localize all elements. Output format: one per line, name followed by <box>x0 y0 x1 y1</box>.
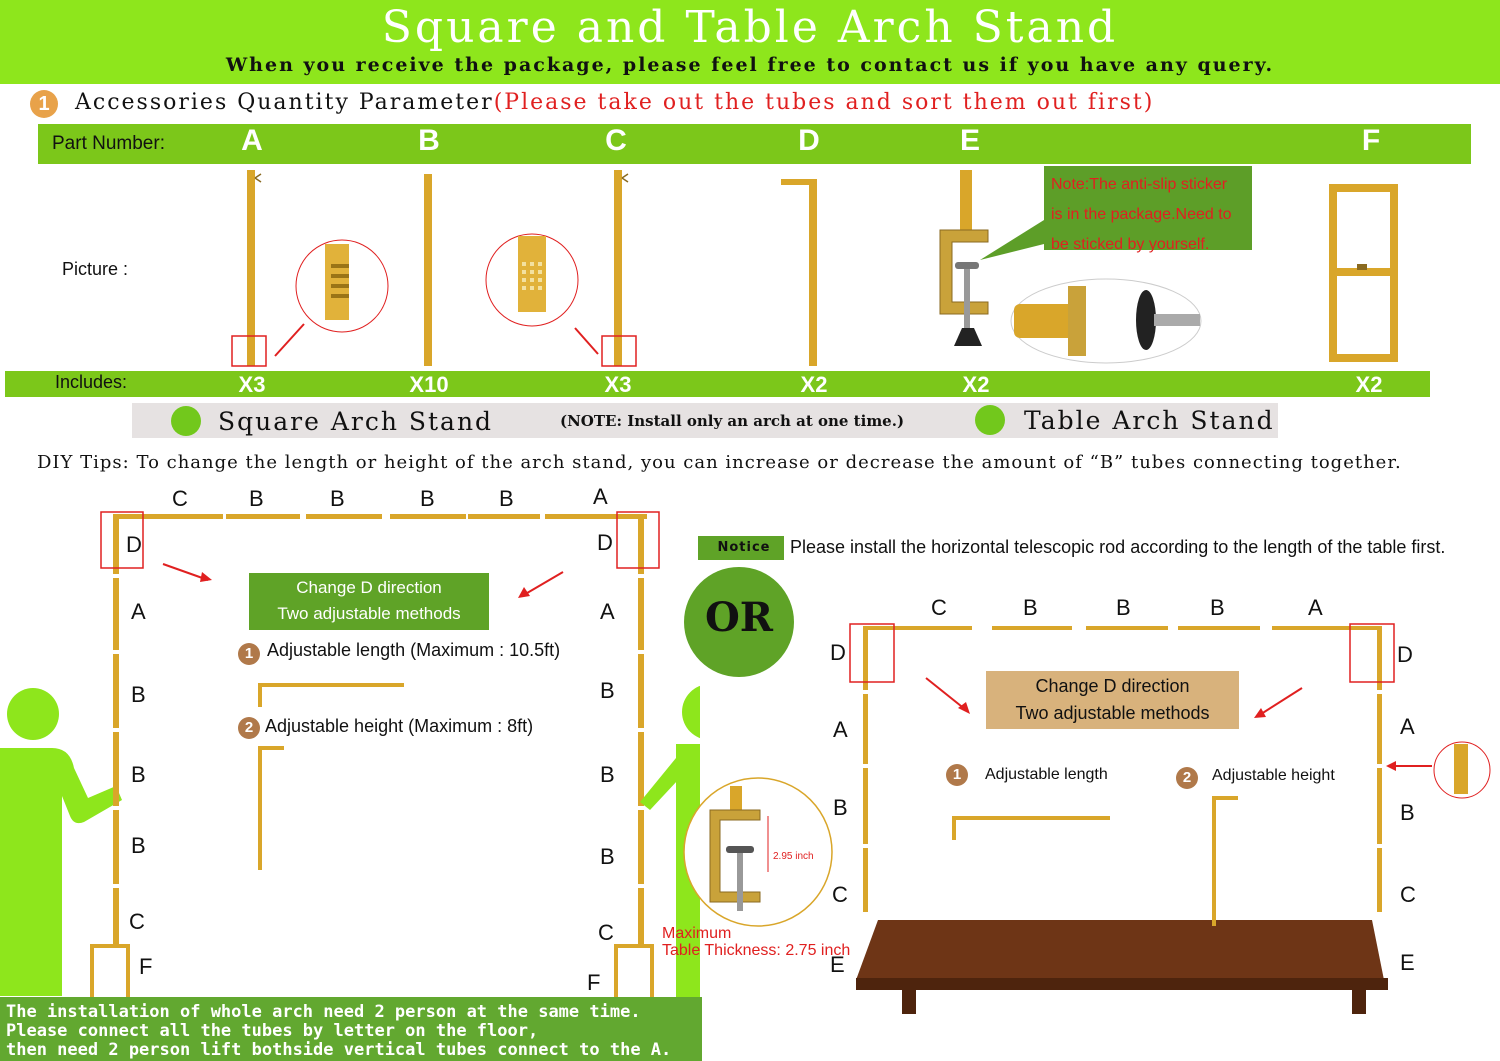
bottom-note <box>6 1003 671 1060</box>
tube-d-picture <box>781 179 817 366</box>
max-thickness-line: Table Thickness: 2.75 inch <box>662 942 851 959</box>
sq-right-label: A <box>600 599 615 624</box>
diy-tips: DIY Tips: To change the length or height of the arch stand, you can increase or decrease the amount of “B” tubes connecting together. <box>37 452 1402 473</box>
sticker-note-line: Note:The anti-slip sticker <box>1051 176 1228 193</box>
qty-b: X10 <box>409 372 449 397</box>
includes-label: Includes: <box>55 372 128 392</box>
tb-left-label: C <box>832 882 848 907</box>
tb-top-label: A <box>1308 595 1323 620</box>
notice-text: Please install the horizontal telescopic rod according to the length of the table first. <box>790 537 1446 557</box>
part-letter-a: A <box>241 124 263 157</box>
bottom-note-line: Please connect all the tubes by letter on the floor, <box>6 1021 539 1041</box>
part-letter-b: B <box>418 124 440 157</box>
sq-left-label: B <box>131 682 146 707</box>
sq-right-label: B <box>600 678 615 703</box>
tb-top-label: B <box>1210 595 1225 620</box>
part-number-label: Part Number: <box>52 133 165 154</box>
person-left-figure <box>0 688 122 996</box>
sq-top-label: B <box>420 486 435 511</box>
foot-f-picture <box>1329 184 1398 362</box>
qty-d: X2 <box>800 372 828 397</box>
wooden-table <box>856 920 1388 1014</box>
max-thickness-label <box>662 925 850 959</box>
sq-left-label: B <box>131 833 146 858</box>
header-banner <box>0 0 1500 84</box>
sq-method1-number: 1 <box>238 643 260 665</box>
max-thickness-line: Maximum <box>662 925 732 942</box>
qty-c: X3 <box>604 372 632 397</box>
sq-top-label: A <box>593 484 608 509</box>
clamp-inch-label: 2.95 inch <box>773 851 814 862</box>
tb-left-label: A <box>833 717 848 742</box>
tb-method2-number: 2 <box>1176 767 1198 789</box>
sq-method2-number: 2 <box>238 717 260 739</box>
tube-c-picture <box>486 170 636 366</box>
bottom-note-line: The installation of whole arch need 2 person at the same time. <box>6 1002 641 1022</box>
arch-install-note: (NOTE: Install only an arch at one time.) <box>560 412 905 430</box>
sticker-note-line: is in the package.Need to <box>1051 206 1232 223</box>
sq-left-label: C <box>129 909 145 934</box>
part-letter-f: F <box>1361 124 1381 157</box>
tb-right-label: A <box>1400 714 1415 739</box>
sq-top-label: B <box>330 486 345 511</box>
sq-change-direction-box <box>249 573 489 630</box>
sq-right-label: B <box>600 844 615 869</box>
part-letter-e: E <box>959 124 980 157</box>
qty-f: X2 <box>1355 372 1383 397</box>
table-arch-dot <box>975 405 1005 435</box>
sq-method2-label: Adjustable height (Maximum : 8ft) <box>265 716 534 736</box>
tb-right-label: C <box>1400 882 1416 907</box>
bottom-note-line: then need 2 person lift bothside vertical tubes connect to the A. <box>6 1040 672 1060</box>
sticker-note-line: be sticked by yourself. <box>1051 236 1210 253</box>
notice-badge-text: Notice <box>717 540 771 555</box>
sq-top-label: C <box>172 486 188 511</box>
sq-left-label: F <box>139 954 153 979</box>
tb-top-label: C <box>931 595 947 620</box>
tb-right-label: B <box>1400 800 1415 825</box>
tb-method1-number: 1 <box>946 764 968 786</box>
sq-right-label: C <box>598 920 614 945</box>
parts-pictures <box>0 164 1500 372</box>
sq-change-line: Two adjustable methods <box>277 604 461 623</box>
page-title: Square and Table Arch Stand <box>381 2 1119 53</box>
or-label: OR <box>704 594 774 641</box>
section-title-text: Accessories Quantity Parameter <box>75 90 494 115</box>
qty-e: X2 <box>962 372 990 397</box>
includes-bar <box>5 371 1430 397</box>
tb-left-label: B <box>833 795 848 820</box>
part-letter-d: D <box>798 124 820 157</box>
square-arch-diagram <box>0 480 700 1000</box>
square-arch-label: Square Arch Stand <box>218 407 494 436</box>
sq-right-label: F <box>587 970 601 995</box>
part-letter-c: C <box>605 124 627 157</box>
sq-top-label: B <box>249 486 264 511</box>
tb-change-line: Two adjustable methods <box>1015 703 1210 723</box>
sq-left-label: A <box>131 599 146 624</box>
tb-left-label: D <box>830 640 846 665</box>
sticker-note <box>1051 170 1232 260</box>
section-title <box>75 90 1154 115</box>
sq-right-label: D <box>597 530 613 555</box>
tb-right-label: D <box>1397 642 1413 667</box>
sq-left-label: D <box>126 532 142 557</box>
tb-right-label: E <box>1400 950 1415 975</box>
page-subtitle: When you receive the package, please feel free to contact us if you have any query. <box>225 54 1275 76</box>
tb-method1-label: Adjustable length <box>985 766 1108 783</box>
tb-change-line: Change D direction <box>1035 676 1190 696</box>
square-arch-dot <box>171 406 201 436</box>
sq-method1-label: Adjustable length (Maximum : 10.5ft) <box>267 640 561 660</box>
table-arch-label: Table Arch Stand <box>1024 406 1275 435</box>
sq-left-label: B <box>131 762 146 787</box>
tb-top-label: B <box>1023 595 1038 620</box>
section-title-note: (Please take out the tubes and sort them out first) <box>493 90 1155 115</box>
sq-right-label: B <box>600 762 615 787</box>
tube-a-picture <box>232 170 388 366</box>
tb-left-label: E <box>830 952 845 977</box>
picture-label: Picture : <box>62 259 129 279</box>
tube-b-picture <box>424 174 432 366</box>
section-number-badge: 1 <box>30 90 58 118</box>
tb-change-direction-box <box>986 671 1239 729</box>
sq-change-line: Change D direction <box>296 578 442 597</box>
tb-method2-label: Adjustable height <box>1212 767 1335 784</box>
qty-a: X3 <box>238 372 266 397</box>
tb-top-label: B <box>1116 595 1131 620</box>
sq-top-label: B <box>499 486 514 511</box>
